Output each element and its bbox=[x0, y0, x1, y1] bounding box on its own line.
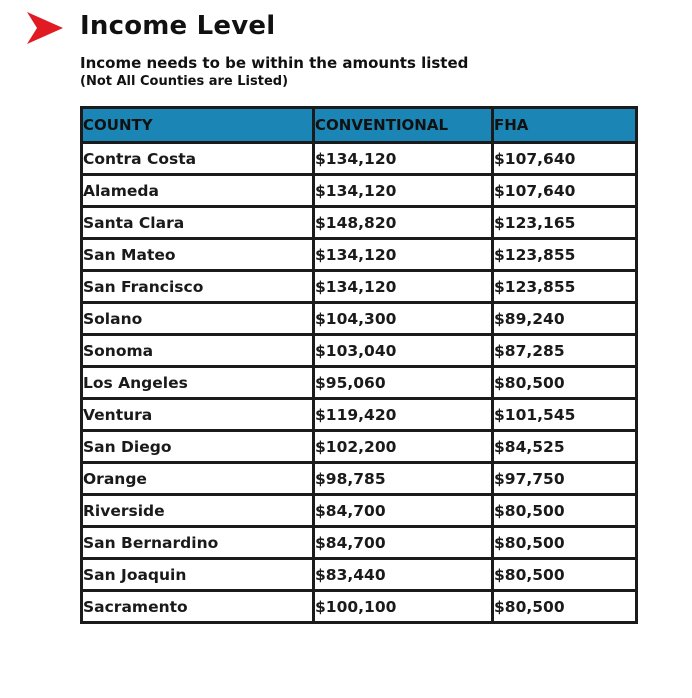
conventional-cell: $84,700 bbox=[314, 495, 493, 527]
county-cell: Santa Clara bbox=[82, 207, 314, 239]
counties-note: (Not All Counties are Listed) bbox=[80, 74, 289, 89]
county-cell: Sonoma bbox=[82, 335, 314, 367]
county-cell: Ventura bbox=[82, 399, 314, 431]
county-cell: San Bernardino bbox=[82, 527, 314, 559]
table-row bbox=[82, 239, 637, 271]
fha-cell: $97,750 bbox=[493, 463, 637, 495]
conventional-cell: $148,820 bbox=[314, 207, 493, 239]
fha-cell: $123,855 bbox=[493, 239, 637, 271]
conventional-cell: $134,120 bbox=[314, 239, 493, 271]
conventional-cell: $84,700 bbox=[314, 527, 493, 559]
county-cell: Riverside bbox=[82, 495, 314, 527]
table-row bbox=[82, 207, 637, 239]
table-row bbox=[82, 463, 637, 495]
column-header-county: COUNTY bbox=[82, 108, 314, 143]
table-row bbox=[82, 143, 637, 175]
table-row bbox=[82, 559, 637, 591]
fha-cell: $123,165 bbox=[493, 207, 637, 239]
arrow-bullet-icon bbox=[25, 10, 65, 46]
table-row bbox=[82, 527, 637, 559]
fha-cell: $107,640 bbox=[493, 143, 637, 175]
fha-cell: $107,640 bbox=[493, 175, 637, 207]
table-row bbox=[82, 335, 637, 367]
county-cell: San Joaquin bbox=[82, 559, 314, 591]
conventional-cell: $98,785 bbox=[314, 463, 493, 495]
table-row bbox=[82, 431, 637, 463]
table-row bbox=[82, 175, 637, 207]
conventional-cell: $102,200 bbox=[314, 431, 493, 463]
fha-cell: $80,500 bbox=[493, 367, 637, 399]
fha-cell: $80,500 bbox=[493, 559, 637, 591]
county-cell: Solano bbox=[82, 303, 314, 335]
column-header-conventional: CONVENTIONAL bbox=[314, 108, 493, 143]
conventional-cell: $119,420 bbox=[314, 399, 493, 431]
fha-cell: $80,500 bbox=[493, 495, 637, 527]
fha-cell: $123,855 bbox=[493, 271, 637, 303]
fha-cell: $87,285 bbox=[493, 335, 637, 367]
conventional-cell: $134,120 bbox=[314, 175, 493, 207]
conventional-cell: $134,120 bbox=[314, 271, 493, 303]
table-row bbox=[82, 399, 637, 431]
county-cell: Los Angeles bbox=[82, 367, 314, 399]
conventional-cell: $95,060 bbox=[314, 367, 493, 399]
county-cell: San Francisco bbox=[82, 271, 314, 303]
county-cell: Sacramento bbox=[82, 591, 314, 623]
page-title: Income Level bbox=[80, 11, 276, 41]
conventional-cell: $103,040 bbox=[314, 335, 493, 367]
table-row bbox=[82, 367, 637, 399]
table-row bbox=[82, 495, 637, 527]
conventional-cell: $104,300 bbox=[314, 303, 493, 335]
conventional-cell: $83,440 bbox=[314, 559, 493, 591]
county-cell: San Mateo bbox=[82, 239, 314, 271]
fha-cell: $89,240 bbox=[493, 303, 637, 335]
county-cell: Orange bbox=[82, 463, 314, 495]
table-row bbox=[82, 271, 637, 303]
fha-cell: $101,545 bbox=[493, 399, 637, 431]
conventional-cell: $100,100 bbox=[314, 591, 493, 623]
table-row bbox=[82, 303, 637, 335]
income-limits-table bbox=[80, 106, 638, 624]
conventional-cell: $134,120 bbox=[314, 143, 493, 175]
table-header-row bbox=[82, 108, 637, 143]
county-cell: San Diego bbox=[82, 431, 314, 463]
county-cell: Contra Costa bbox=[82, 143, 314, 175]
county-cell: Alameda bbox=[82, 175, 314, 207]
fha-cell: $84,525 bbox=[493, 431, 637, 463]
fha-cell: $80,500 bbox=[493, 591, 637, 623]
table-row bbox=[82, 591, 637, 623]
fha-cell: $80,500 bbox=[493, 527, 637, 559]
page-subtitle: Income needs to be within the amounts listed bbox=[80, 54, 469, 72]
column-header-fha: FHA bbox=[493, 108, 637, 143]
